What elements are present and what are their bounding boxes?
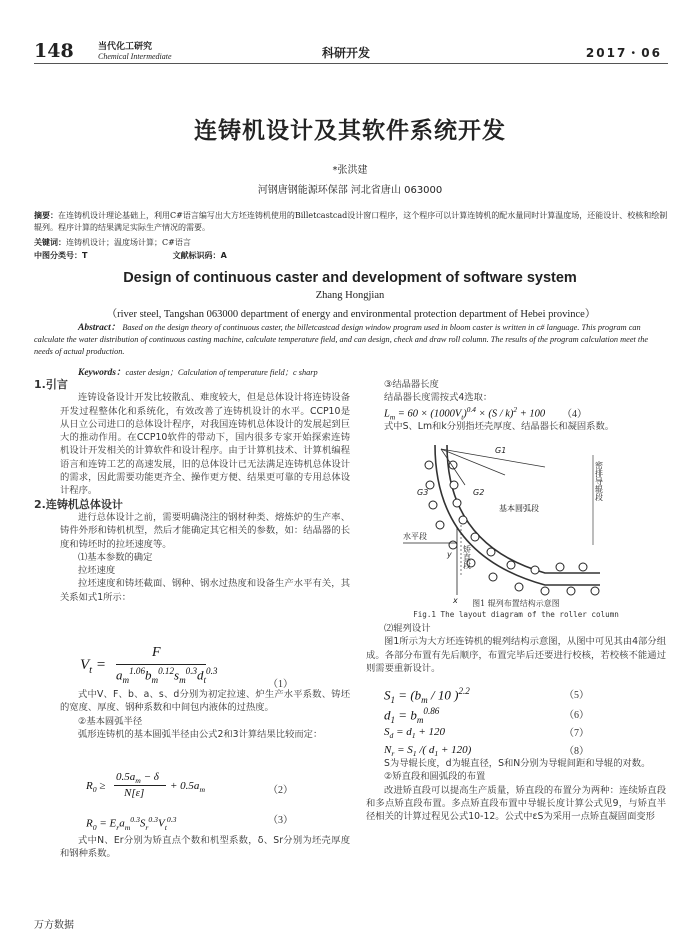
list-item: ③结晶器长度 <box>384 379 439 390</box>
label-arc-segment: 基本圆弧段 <box>499 504 539 513</box>
roller <box>436 521 444 529</box>
label-straightening-segment: 矫直段 <box>462 545 472 569</box>
english-title: Design of continuous caster and development of software system <box>123 270 577 286</box>
figure-caption-en: Fig.1 The layout diagram of the roller column <box>413 610 619 619</box>
eq6-number: （6） <box>564 710 589 721</box>
label-g3: G3 <box>417 488 429 497</box>
eq3-number: （3） <box>268 815 293 826</box>
keywords-cn-label: 关键词： <box>34 238 66 247</box>
paragraph: 式中V、F、b、a、s、d分别为初定拉速、炉生产水平系数、铸坯的宽度、厚度、钢种系数和中间包内液体的过热度。 <box>60 689 350 714</box>
equations-5-8 <box>384 686 666 759</box>
right-column-2 <box>366 420 666 433</box>
eq2-rhs: + $0.5a_m$ <box>170 780 205 795</box>
english-abstract-text: Based on the design theory of continuous caster, the billetcastcad design window program used in bloom caster is written in c# language. This program can calculate the water distribution of continuous casting machine, calculate temperature field, and can design, check and draw roll column. The results of the program calculation meet the needs of actual production. <box>34 323 649 356</box>
right-column-4 <box>366 757 666 823</box>
label-y-axis: y <box>447 550 452 559</box>
english-abstract-label: Abstract： <box>78 323 121 333</box>
eq2-lhs: $R_0$ ≥ <box>86 780 106 795</box>
roller <box>429 501 437 509</box>
paragraph: 式中S、Lm和k分别指坯壳厚度、结晶器长和凝固系数。 <box>384 421 615 432</box>
affiliation: 河钢唐钢能源环保部 河北省唐山 063000 <box>257 185 443 196</box>
roller <box>531 566 539 574</box>
section-name: 科研开发 <box>322 46 371 60</box>
eq5-number: （5） <box>564 690 589 701</box>
eq2-denominator: N[ε] <box>124 787 145 799</box>
label-g2: G2 <box>473 488 485 497</box>
label-guide-segment: 密排导辊段 <box>594 461 604 501</box>
roller-column-figure <box>395 445 615 605</box>
list-item: ②矫直段和圆弧段的布置 <box>384 771 486 783</box>
english-affiliation: （river steel, Tangshan 063000 department of energy and environmental protection department of Hebei province） <box>106 309 596 320</box>
paragraph: 连铸设备设计开发比较散乱、难度较大，但是总体设计将连铸设备开发过程整体化和系统化，有效改善了连铸机设计的水平。CCP10是从日立公司进口的总体设计程序，对我国连铸机总体设计的发展起到巨大的推动作用。在CCP10软件的带动下，国内很多专家开始探索连铸机设计开发相关的计算软件和设计程序。由于计算机技术、计算机编程语言和连铸工艺的高速发展，旧的总体设计已无法满足连铸机总体设计的需求，因此需要功能更齐全、操作更方便、结果更可靠的专用总体设计程序。 <box>60 392 350 497</box>
figure-caption-cn: 图1 辊列布置结构示意图 <box>472 599 560 608</box>
roller <box>556 563 564 571</box>
paragraph: 结晶器长度需按式4选取： <box>384 392 493 404</box>
section-heading: 2.连铸机总体设计 <box>34 497 123 511</box>
eq7-formula: $S_d = d_1 + 120$ <box>384 726 446 741</box>
classification <box>34 250 668 262</box>
eq2-number: （2） <box>268 785 293 796</box>
roller <box>453 499 461 507</box>
eq2-fraction-bar <box>114 785 166 786</box>
right-column <box>366 378 666 405</box>
roller <box>567 587 575 595</box>
paragraph: S为导辊长度，d为辊直径，S和N分别为导辊间距和导辊的对数。 <box>384 758 651 769</box>
english-keywords-label: Keywords： <box>78 368 126 378</box>
abstract-cn-text: 在连铸机设计理论基础上，利用C#语言编写出大方坯连铸机使用的Billetcastcad设计窗口程序，这个程序可以计算连铸机的配水量同时计算温度场，还能设计、校核和绘制辊列。程序计算的结果满足实际生产情况的需要。 <box>34 211 668 232</box>
doc-code-label: 文献标识码： <box>172 251 221 260</box>
roller <box>507 561 515 569</box>
roller <box>450 481 458 489</box>
eq1-lhs: $V_t$ = <box>80 657 106 676</box>
left-column-2 <box>60 688 350 741</box>
roller <box>471 533 479 541</box>
issue-date: 2017・06 <box>585 46 662 60</box>
eq2-numerator: $0.5a_m - \delta$ <box>116 771 159 786</box>
roller <box>515 583 523 591</box>
roller <box>487 548 495 556</box>
abstract-cn <box>34 210 668 234</box>
journal-name-cn: 当代化工研究 <box>98 42 153 52</box>
list-item: 拉坯速度 <box>78 565 116 577</box>
paragraph: 图1所示为大方坯连铸机的辊列结构示意图，从图中可见其由4部分组成。各部分布置有先后顺序，布置完毕后还要进行校核，若校核不能通过则需要重新设计。 <box>366 636 666 674</box>
eq8-number: （8） <box>564 746 589 757</box>
keywords-cn-text: 连铸机设计；温度场计算；C#语言 <box>66 238 191 247</box>
english-author: Zhang Hongjian <box>315 290 385 301</box>
equation-2 <box>86 771 356 807</box>
right-column-3 <box>366 622 666 675</box>
paragraph: 拉坯速度和铸坯截面、钢种、钢水过热度和设备生产水平有关，其关系如式1所示： <box>60 578 350 603</box>
classification-value: T <box>82 251 88 260</box>
english-keywords <box>34 364 668 378</box>
eq1-fraction-bar <box>116 664 206 665</box>
paragraph: 改进矫直段可以提高生产质量，矫直段的布置分为两种：连续矫直段和多点矫直段布置。多点矫直段布置中导辊长度计算公式见9，与矫直半径相关的计算过程见公式10-12。公式中εS为采用一点矫直凝固面变形 <box>366 784 666 823</box>
eq1-numerator: F <box>152 645 161 660</box>
paragraph: 进行总体设计之前，需要明确浇注的钢材种类、熔炼炉的生产率、铸件外形和铸机机型，然后才能确定其它相关的参数，如：结晶器的长度和铸坯时的拉坯速度等。 <box>60 511 350 550</box>
eq1-denominator: $a_m^{1.06}b_m^{0.12}s_m^{0.3}d_t^{0.3}$ <box>116 666 218 685</box>
footer-watermark: 万方数据 <box>34 920 74 931</box>
abstract-cn-label: 摘要： <box>34 211 58 220</box>
roller <box>459 516 467 524</box>
roller <box>489 573 497 581</box>
list-item: ⑵辊列设计 <box>384 623 431 634</box>
left-column <box>34 378 350 604</box>
eq3-formula: $R_0 = E_ra_m^{0.3}S_r^{0.3}V_t^{0.3}$ <box>86 815 177 832</box>
eq6-formula: $d_1 = b_m^{0.86}$ <box>384 706 440 725</box>
section-heading: 1.引言 <box>34 378 68 391</box>
list-item: ②基本圆弧半径 <box>78 715 143 727</box>
equation-3 <box>86 811 356 833</box>
keywords-cn <box>34 237 668 249</box>
roller <box>579 563 587 571</box>
roller <box>449 541 457 549</box>
paragraph: 弧形连铸机的基本圆弧半径由公式2和3计算结果比较而定： <box>78 728 323 740</box>
journal-name-en: Chemical Intermediate <box>98 52 172 61</box>
classification-label: 中图分类号： <box>34 251 82 260</box>
eq1-number: （1） <box>268 679 293 690</box>
english-abstract <box>34 322 668 358</box>
roller <box>425 461 433 469</box>
equation-4 <box>384 405 664 421</box>
eq4-number: （4） <box>562 409 587 420</box>
journal-name <box>98 42 172 62</box>
eq8-formula: $N_r = S_1$ /( $d_1 + 120$) <box>384 744 472 759</box>
eq5-formula: $S_1 = (b_m / 10$ )$^{2.2}$ <box>384 686 470 705</box>
eq7-number: （7） <box>564 728 589 739</box>
label-level-segment: 水平段 <box>403 532 427 541</box>
author: *张洪建 <box>332 165 368 176</box>
eq4-formula: $L_m = 60 \times (1000V_t)^{0.4} \times (S / k)^2 + 100$ <box>384 405 546 422</box>
left-column-3 <box>60 834 350 861</box>
article-title: 连铸机设计及其软件系统开发 <box>194 118 506 144</box>
list-item: ⑴基本参数的确定 <box>78 551 153 563</box>
paragraph: 式中N、Er分别为矫直点个数和机型系数，δ、Sr分别为坯壳厚度和钢种系数。 <box>60 835 350 860</box>
doc-code-value: A <box>220 251 227 260</box>
roller <box>591 587 599 595</box>
label-x-axis: x <box>453 596 458 605</box>
roller <box>541 587 549 595</box>
page-number: 148 <box>34 40 74 62</box>
label-g1: G1 <box>495 446 507 455</box>
equation-1 <box>80 645 350 690</box>
header-rule <box>34 63 668 64</box>
english-keywords-text: caster design；Calculation of temperature field；c sharp <box>125 368 318 377</box>
